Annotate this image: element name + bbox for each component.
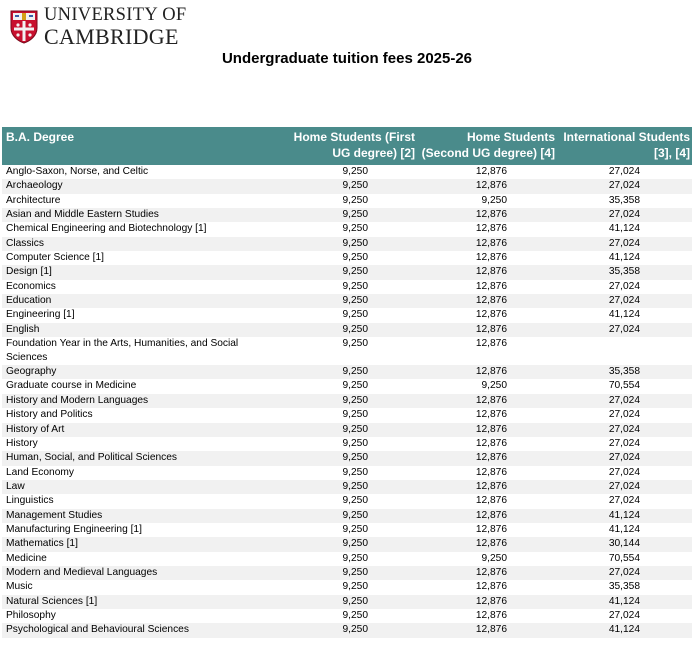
fee-home-second: 12,876 xyxy=(475,466,507,478)
table-row xyxy=(2,194,692,208)
fee-international: 27,024 xyxy=(557,451,692,465)
fee-home-first: 9,250 xyxy=(342,437,368,449)
table-row xyxy=(2,280,692,294)
fee-home-second: 12,876 xyxy=(417,323,557,337)
fee-home-second: 12,876 xyxy=(417,595,557,609)
table-row xyxy=(2,480,692,494)
fee-home-first: 9,250 xyxy=(277,595,417,609)
fee-home-first: 9,250 xyxy=(342,581,368,593)
logo-line-2: CAMBRIDGE xyxy=(44,23,179,49)
table-row xyxy=(2,308,692,322)
degree-name: Chemical Engineering and Biotechnology [1] xyxy=(6,223,207,235)
fee-international: 27,024 xyxy=(557,294,692,308)
fee-home-first: 9,250 xyxy=(342,280,368,292)
fee-international: 27,024 xyxy=(608,409,640,421)
fee-home-second: 12,876 xyxy=(417,566,557,580)
degree-name: Engineering [1] xyxy=(6,309,75,321)
fee-international: 27,024 xyxy=(557,208,692,222)
table-body xyxy=(2,165,692,638)
fee-home-second: 12,876 xyxy=(417,623,557,637)
degree-name: Education xyxy=(2,294,277,308)
fee-international: 27,024 xyxy=(557,566,692,580)
table-row xyxy=(2,294,692,308)
degree-name: Psychological and Behavioural Sciences xyxy=(2,623,277,637)
degree-name: Foundation Year in the Arts, Humanities, and Social Sciences xyxy=(6,338,239,364)
logo-wordmark xyxy=(44,6,186,48)
fee-international: 27,024 xyxy=(557,423,692,437)
degree-name: English xyxy=(2,323,277,337)
degree-name: Land Economy xyxy=(6,466,74,478)
table-row xyxy=(2,323,692,337)
fee-home-second: 12,876 xyxy=(417,265,557,279)
degree-name: Management Studies xyxy=(2,509,277,523)
fee-home-second: 9,250 xyxy=(481,380,507,392)
degree-name: Economics xyxy=(6,280,56,292)
degree-name: Anglo-Saxon, Norse, and Celtic xyxy=(6,166,149,177)
table-row xyxy=(2,365,692,379)
header-home-second: Home Students (Second UG degree) [4] xyxy=(417,127,557,165)
university-logo xyxy=(10,6,186,48)
table-row xyxy=(2,394,692,408)
fee-international: 41,124 xyxy=(608,523,640,535)
fee-home-first: 9,250 xyxy=(277,537,417,551)
logo-line-1: UNIVERSITY OF xyxy=(44,5,187,25)
degree-name: Natural Sciences [1] xyxy=(2,595,277,609)
fee-home-first: 9,250 xyxy=(277,237,417,251)
fee-international: 41,124 xyxy=(557,595,692,609)
fee-international: 27,024 xyxy=(608,495,640,507)
table-row xyxy=(2,523,692,537)
degree-name: Medicine xyxy=(6,552,47,564)
fee-home-first: 9,250 xyxy=(277,323,417,337)
table-row xyxy=(2,566,692,580)
fee-home-second: 12,876 xyxy=(475,166,507,177)
fee-home-first: 9,250 xyxy=(342,309,368,321)
table-row xyxy=(2,337,692,365)
fee-home-first: 9,250 xyxy=(277,566,417,580)
fee-international: 41,124 xyxy=(608,252,640,264)
fee-home-second: 12,876 xyxy=(475,609,507,621)
fee-home-first: 9,250 xyxy=(277,509,417,523)
fee-home-first: 9,250 xyxy=(277,451,417,465)
fee-international: 27,024 xyxy=(608,280,640,292)
table-row xyxy=(2,537,692,551)
table-row xyxy=(2,251,692,265)
degree-name: Archaeology xyxy=(2,179,277,193)
fee-home-second: 12,876 xyxy=(417,537,557,551)
fee-international: 70,554 xyxy=(608,380,640,392)
table-row xyxy=(2,623,692,637)
degree-name: History and Modern Languages xyxy=(2,394,277,408)
degree-name: Linguistics xyxy=(6,495,54,507)
fee-home-second: 12,876 xyxy=(417,394,557,408)
table-row xyxy=(2,451,692,465)
table-row xyxy=(2,423,692,437)
fee-home-first: 9,250 xyxy=(342,552,368,564)
table-row xyxy=(2,509,692,523)
fee-home-first: 9,250 xyxy=(342,409,368,421)
table-row xyxy=(2,179,692,193)
table-row xyxy=(2,595,692,609)
fee-international: 27,024 xyxy=(557,480,692,494)
degree-name: Music xyxy=(6,581,33,593)
fee-home-first: 9,250 xyxy=(342,166,368,177)
fee-international: 35,358 xyxy=(608,194,640,206)
degree-name: Classics xyxy=(2,237,277,251)
table-row xyxy=(2,379,692,393)
table-row xyxy=(2,165,692,179)
fee-home-second: 12,876 xyxy=(475,309,507,321)
degree-name: Asian and Middle Eastern Studies xyxy=(2,208,277,222)
degree-name: Design [1] xyxy=(2,265,277,279)
fee-international: 27,024 xyxy=(557,179,692,193)
fee-home-first: 9,250 xyxy=(277,294,417,308)
tuition-fees-table xyxy=(2,127,692,638)
fee-home-first: 9,250 xyxy=(277,480,417,494)
fee-international: 41,124 xyxy=(608,223,640,235)
fee-international: 41,124 xyxy=(557,509,692,523)
header-degree: B.A. Degree xyxy=(2,127,277,165)
degree-name: Computer Science [1] xyxy=(6,252,104,264)
header-international: International Students [3], [4] xyxy=(557,127,692,165)
fee-international: 27,024 xyxy=(557,394,692,408)
fee-home-first: 9,250 xyxy=(277,394,417,408)
fee-international: 41,124 xyxy=(608,309,640,321)
fee-international: 27,024 xyxy=(557,237,692,251)
fee-international: 35,358 xyxy=(557,265,692,279)
fee-home-first: 9,250 xyxy=(277,265,417,279)
fee-home-first: 9,250 xyxy=(342,523,368,535)
fee-home-second: 12,876 xyxy=(417,423,557,437)
fee-international: 70,554 xyxy=(608,552,640,564)
degree-name: History of Art xyxy=(2,423,277,437)
fee-home-first: 9,250 xyxy=(342,194,368,206)
fee-home-second: 12,876 xyxy=(475,495,507,507)
degree-name: Philosophy xyxy=(6,609,56,621)
fee-international xyxy=(557,337,692,365)
degree-name: Human, Social, and Political Sciences xyxy=(2,451,277,465)
fee-home-second: 9,250 xyxy=(481,552,507,564)
degree-name: Law xyxy=(2,480,277,494)
fee-home-second: 12,876 xyxy=(475,523,507,535)
degree-name: History and Politics xyxy=(6,409,93,421)
fee-home-first: 9,250 xyxy=(342,380,368,392)
fee-home-second: 12,876 xyxy=(475,581,507,593)
table-row xyxy=(2,265,692,279)
fee-home-second: 12,876 xyxy=(475,280,507,292)
fee-home-first: 9,250 xyxy=(277,423,417,437)
fee-home-second: 12,876 xyxy=(475,338,507,350)
fee-home-second: 12,876 xyxy=(417,480,557,494)
fee-home-second: 12,876 xyxy=(417,294,557,308)
table-row xyxy=(2,466,692,480)
fee-home-second: 12,876 xyxy=(417,365,557,379)
fee-international: 27,024 xyxy=(608,166,640,177)
fee-home-second: 12,876 xyxy=(417,179,557,193)
table-row xyxy=(2,609,692,623)
fee-international: 30,144 xyxy=(557,537,692,551)
fee-international: 27,024 xyxy=(557,323,692,337)
fee-home-first: 9,250 xyxy=(342,223,368,235)
header-home-first: Home Students (First UG degree) [2] xyxy=(277,127,417,165)
fee-home-second: 12,876 xyxy=(417,451,557,465)
fee-home-second: 9,250 xyxy=(481,194,507,206)
table-row xyxy=(2,552,692,566)
degree-name: Modern and Medieval Languages xyxy=(2,566,277,580)
table-row xyxy=(2,494,692,508)
fee-home-second: 12,876 xyxy=(417,208,557,222)
fee-home-first: 9,250 xyxy=(277,208,417,222)
fee-home-first: 9,250 xyxy=(277,365,417,379)
fee-home-second: 12,876 xyxy=(417,509,557,523)
fee-home-first: 9,250 xyxy=(342,466,368,478)
fee-international: 27,024 xyxy=(608,437,640,449)
table-row xyxy=(2,408,692,422)
fee-home-first: 9,250 xyxy=(342,495,368,507)
cambridge-shield-icon xyxy=(10,10,38,44)
degree-name: History xyxy=(6,437,38,449)
table-row xyxy=(2,208,692,222)
fee-home-first: 9,250 xyxy=(342,609,368,621)
degree-name: Manufacturing Engineering [1] xyxy=(6,523,142,535)
degree-name: Mathematics [1] xyxy=(2,537,277,551)
table-row xyxy=(2,580,692,594)
fee-home-second: 12,876 xyxy=(417,237,557,251)
table-row xyxy=(2,222,692,236)
table-row xyxy=(2,237,692,251)
fee-international: 27,024 xyxy=(608,609,640,621)
table-row xyxy=(2,437,692,451)
page-title: Undergraduate tuition fees 2025-26 xyxy=(221,50,473,67)
fee-international: 35,358 xyxy=(557,365,692,379)
degree-name: Geography xyxy=(2,365,277,379)
fee-home-first: 9,250 xyxy=(277,623,417,637)
table-header-row xyxy=(2,127,692,165)
fee-home-second: 12,876 xyxy=(475,223,507,235)
fee-home-second: 12,876 xyxy=(475,252,507,264)
degree-name: Architecture xyxy=(6,194,61,206)
fee-home-first: 9,250 xyxy=(277,179,417,193)
fee-international: 27,024 xyxy=(608,466,640,478)
fee-home-first: 9,250 xyxy=(342,252,368,264)
fee-home-second: 12,876 xyxy=(475,437,507,449)
fee-international: 35,358 xyxy=(608,581,640,593)
fee-home-second: 12,876 xyxy=(475,409,507,421)
fee-international: 41,124 xyxy=(557,623,692,637)
degree-name: Graduate course in Medicine xyxy=(6,380,137,392)
fee-home-first: 9,250 xyxy=(342,338,368,350)
